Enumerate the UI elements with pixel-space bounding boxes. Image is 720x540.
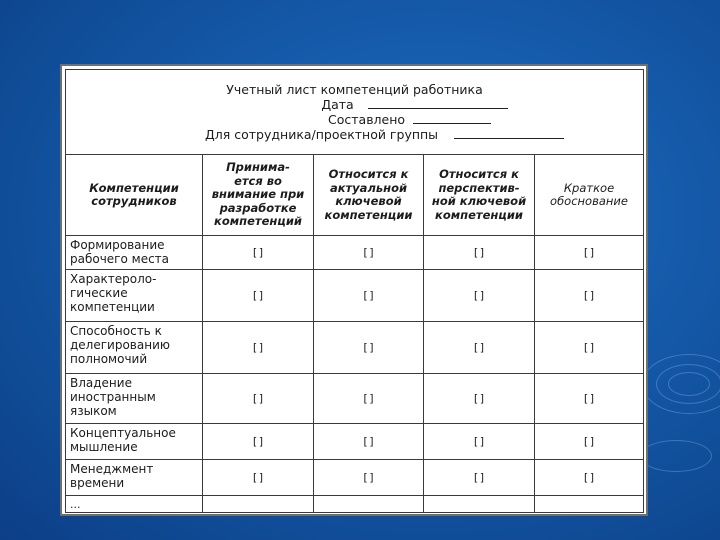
checkbox-current-key[interactable]: []: [314, 424, 424, 460]
checkbox-prospective-key[interactable]: []: [424, 424, 535, 460]
checkbox-prospective-key[interactable]: []: [424, 374, 535, 424]
background-ripple: [640, 440, 712, 472]
date-label: Дата: [321, 97, 354, 112]
form-header: [66, 70, 644, 155]
checkbox-current-key[interactable]: []: [314, 460, 424, 496]
table-row: [66, 374, 644, 424]
checkbox-considered[interactable]: []: [203, 236, 314, 270]
row-label: Характероло- гические компетенции: [66, 270, 203, 322]
checkbox-considered[interactable]: []: [203, 322, 314, 374]
checkbox-considered[interactable]: []: [203, 460, 314, 496]
empty-cell: [424, 496, 535, 513]
row-label: Концептуальное мышление: [66, 424, 203, 460]
column-header-prospective-key: Относится к перспектив- ной ключевой компетенции: [424, 155, 535, 236]
checkbox-justification[interactable]: []: [535, 236, 644, 270]
competency-sheet: [60, 64, 648, 516]
table-row: [66, 270, 644, 322]
for-line: [66, 127, 643, 142]
table-row: [66, 236, 644, 270]
checkbox-current-key[interactable]: []: [314, 322, 424, 374]
checkbox-justification[interactable]: []: [535, 322, 644, 374]
checkbox-considered[interactable]: []: [203, 374, 314, 424]
empty-cell: [314, 496, 424, 513]
checkbox-justification[interactable]: []: [535, 424, 644, 460]
checkbox-justification[interactable]: []: [535, 460, 644, 496]
checkbox-considered[interactable]: []: [203, 424, 314, 460]
for-field[interactable]: [454, 127, 564, 139]
checkbox-current-key[interactable]: []: [314, 374, 424, 424]
form-title: Учетный лист компетенций работника: [226, 82, 483, 97]
checkbox-prospective-key[interactable]: []: [424, 270, 535, 322]
competency-table: [65, 69, 644, 513]
compiled-label: Составлено: [328, 112, 406, 127]
column-header-current-key: Относится к актуальной ключевой компетенции: [314, 155, 424, 236]
checkbox-justification[interactable]: []: [535, 374, 644, 424]
compiled-field[interactable]: [413, 112, 491, 124]
column-header-considered: Принима- ется во внимание при разработке компетенций: [203, 155, 314, 236]
row-label: Владение иностранным языком: [66, 374, 203, 424]
background-ripple: [642, 354, 720, 414]
checkbox-current-key[interactable]: []: [314, 270, 424, 322]
checkbox-prospective-key[interactable]: []: [424, 322, 535, 374]
row-label: Формирование рабочего места: [66, 236, 203, 270]
column-header-competencies: Компетенции сотрудников: [66, 155, 203, 236]
table-row-ellipsis: [66, 496, 644, 513]
checkbox-prospective-key[interactable]: []: [424, 460, 535, 496]
checkbox-justification[interactable]: []: [535, 270, 644, 322]
form-header-row: [66, 70, 644, 155]
row-label: Менеджмент времени: [66, 460, 203, 496]
checkbox-prospective-key[interactable]: []: [424, 236, 535, 270]
row-label: Способность к делегированию полномочий: [66, 322, 203, 374]
ellipsis-cell: ...: [66, 496, 203, 513]
empty-cell: [203, 496, 314, 513]
checkbox-current-key[interactable]: []: [314, 236, 424, 270]
column-header-row: [66, 155, 644, 236]
table-row: [66, 460, 644, 496]
checkbox-considered[interactable]: []: [203, 270, 314, 322]
date-field[interactable]: [368, 97, 508, 109]
compiled-line: [66, 112, 643, 127]
table-row: [66, 424, 644, 460]
empty-cell: [535, 496, 644, 513]
column-header-justification: Краткое обоснование: [535, 155, 644, 236]
for-label: Для сотрудника/проектной группы: [205, 127, 439, 142]
date-line: [66, 97, 643, 112]
table-row: [66, 322, 644, 374]
